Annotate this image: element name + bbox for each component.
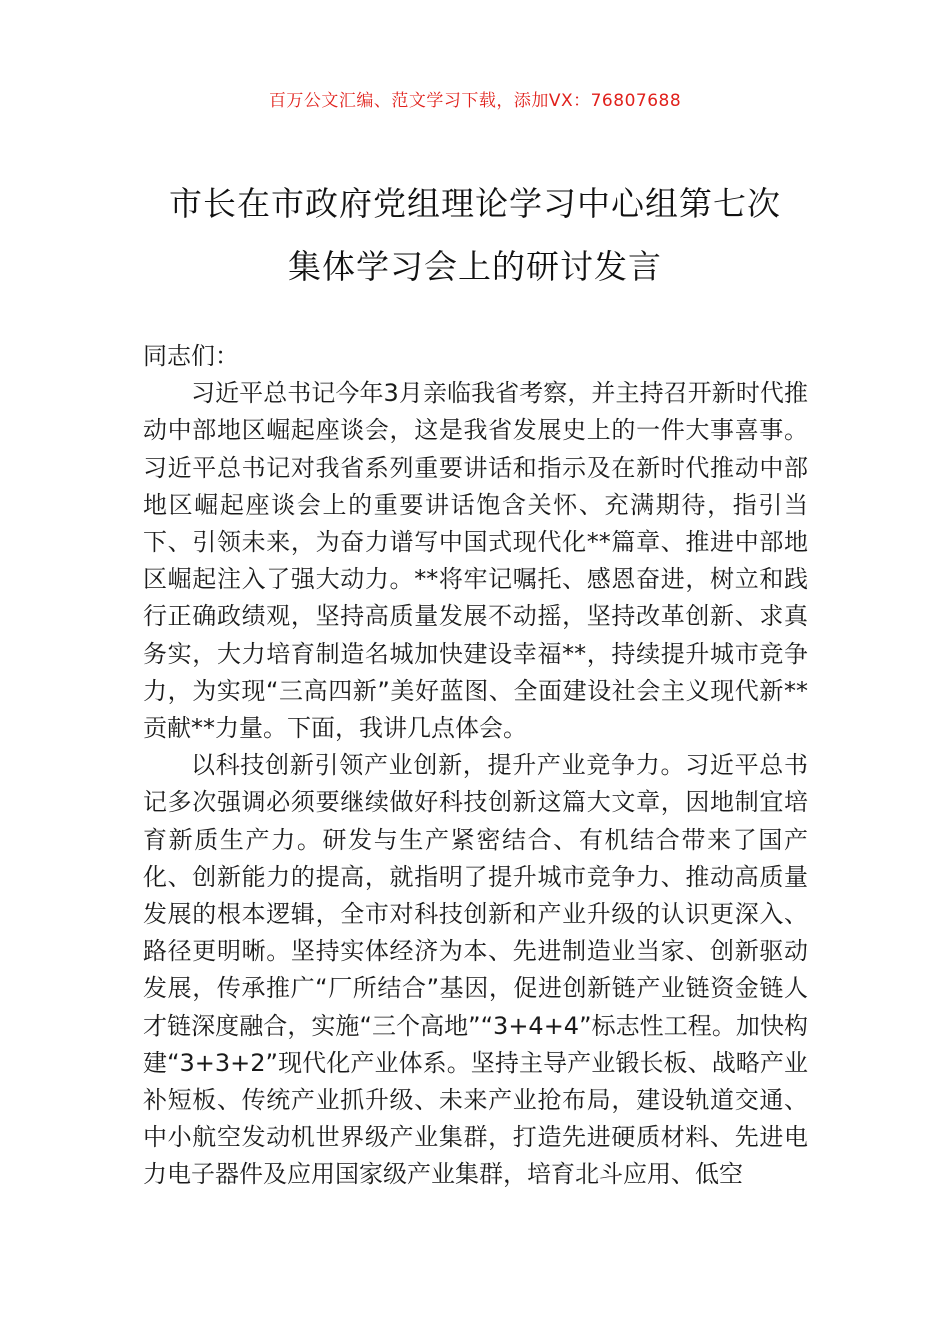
document-body <box>143 338 808 1194</box>
title-line-2: 集体学习会上的研讨发言 <box>288 247 662 286</box>
paragraph-2: 以科技创新引领产业创新，提升产业竞争力。习近平总书记多次强调必须要继续做好科技创新这篇大文章，因地制宜培育新质生产力。研发与生产紧密结合、有机结合带来了国产化、创新能力的提高，就指明了提升城市竞争力、推动高质量发展的根本逻辑，全市对科技创新和产业升级的认识更深入、路径更明晰。坚持实体经济为本、先进制造业当家、创新驱动发展，传承推广“厂所结合”基因，促进创新链产业链资金链人才链深度融合，实施“三个高地”“3+4+4”标志性工程。加快构建“3+3+2”现代化产业体系。坚持主导产业锻长板、战略产业补短板、传统产业抓升级、未来产业抢布局，建设轨道交通、中小航空发动机世界级产业集群，打造先进硬质材料、先进电力电子器件及应用国家级产业集群，培育北斗应用、低空 <box>143 751 808 1189</box>
header-watermark-note: 百万公文汇编、范文学习下载，添加VX：76807688 <box>268 91 682 111</box>
title-line-1: 市长在市政府党组理论学习中心组第七次 <box>169 184 781 223</box>
salutation: 同志们： <box>143 342 239 370</box>
paragraph-1: 习近平总书记今年3月亲临我省考察，并主持召开新时代推动中部地区崛起座谈会，这是我省发展史上的一件大事喜事。习近平总书记对我省系列重要讲话和指示及在新时代推动中部地区崛起座谈会上的重要讲话饱含关怀、充满期待，指引当下、引领未来，为奋力谱写中国式现代化**篇章、推进中部地区崛起注入了强大动力。**将牢记嘱托、感恩奋进，树立和践行正确政绩观，坚持高质量发展不动摇，坚持改革创新、求真务实，大力培育制造名城加快建设幸福**，持续提升城市竞争力，为实现“三高四新”美好蓝图、全面建设社会主义现代新**贡献**力量。下面，我讲几点体会。 <box>143 379 808 743</box>
document-title <box>60 172 890 298</box>
